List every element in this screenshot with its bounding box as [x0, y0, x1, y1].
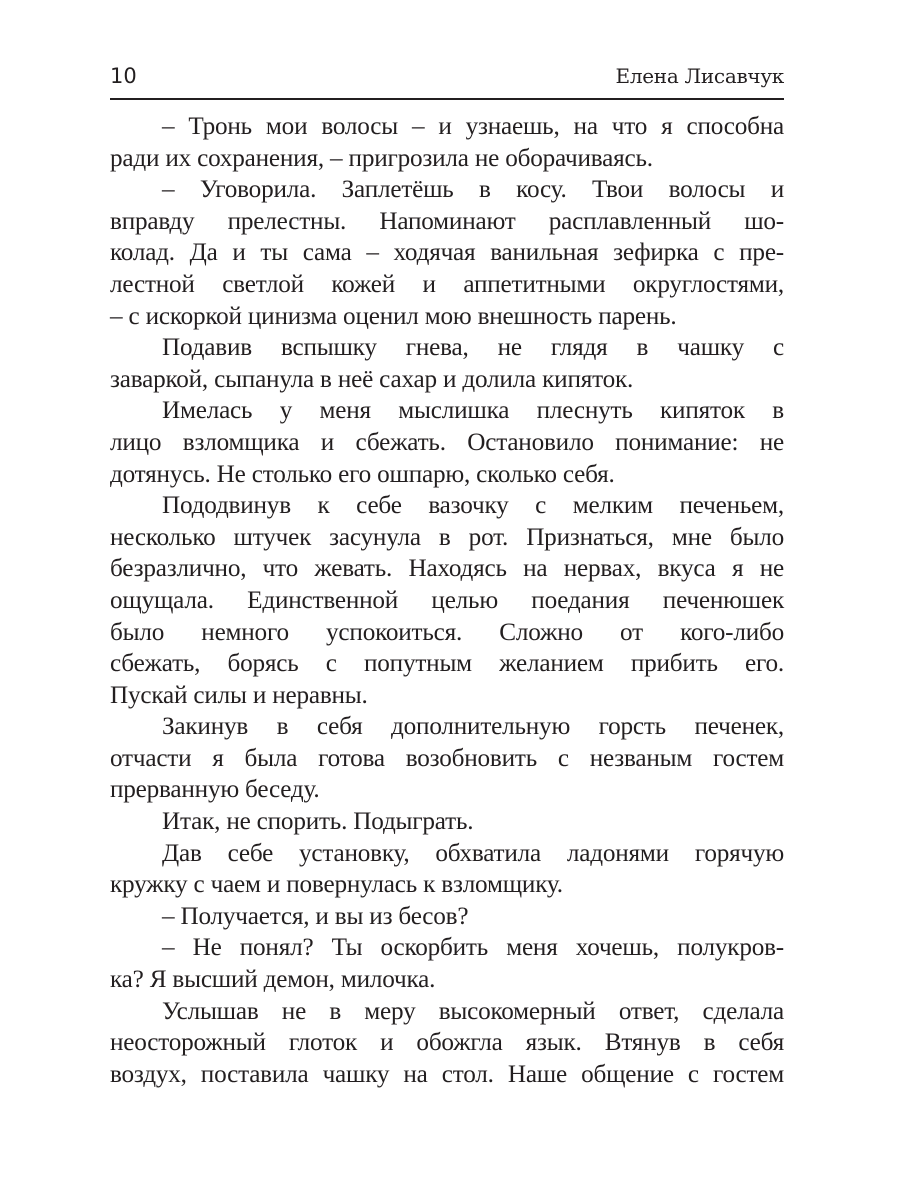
text-line: отчасти я была готова возобновить с незваным гостем [110, 744, 784, 772]
text-line: – Уговорила. Заплетёшь в косу. Твои волосы и [162, 176, 784, 204]
text-line: лестной светлой кожей и аппетитными округлостями, [110, 270, 784, 298]
paragraph [110, 901, 784, 933]
text-line: кружку с чаем и повернулась к взломщику. [110, 871, 563, 899]
paragraph [110, 490, 784, 711]
text-line: несколько штучек засунула в рот. Признаться, мне было [110, 523, 784, 551]
text-line: прерванную беседу. [110, 776, 320, 804]
paragraph [110, 806, 784, 838]
text-line: ради их сохранения, – пригрозила не оборачиваясь. [110, 144, 653, 172]
paragraph [110, 711, 784, 806]
text-line: вправду прелестны. Напоминают расплавленный шо- [110, 207, 784, 235]
paragraph [110, 174, 784, 332]
paragraph [110, 838, 784, 901]
text-line: Имелась у меня мыслишка плеснуть кипяток в [162, 397, 784, 425]
author-name: Елена Лисавчук [615, 64, 784, 88]
text-line: заваркой, сыпанула в неё сахар и долила кипяток. [110, 365, 634, 393]
text-line: Пододвинув к себе вазочку с мелким печеньем, [162, 492, 784, 520]
paragraph [110, 932, 784, 995]
text-line: Итак, не спорить. Подыграть. [162, 808, 474, 836]
text-line: – Тронь мои волосы – и узнаешь, на что я способна [162, 113, 784, 140]
text-line: Подавив вспышку гнева, не глядя в чашку с [162, 334, 784, 362]
text-line: ка? Я высший демон, милочка. [110, 966, 436, 994]
text-line: Пускай силы и неравны. [110, 681, 368, 709]
text-line: Закинув в себя дополнительную горсть печенек, [162, 713, 784, 741]
paragraph [110, 111, 784, 174]
paragraph [110, 996, 784, 1091]
paragraph [110, 332, 784, 395]
paragraph [110, 395, 784, 490]
page-number: 10 [110, 64, 137, 88]
text-line: Дав себе установку, обхватила ладонями горячую [162, 839, 784, 867]
text-line: ощущала. Единственной целью поедания печенюшек [110, 586, 784, 614]
book-page [110, 62, 784, 1090]
text-line: воздух, поставила чашку на стол. Наше общение с гостем [110, 1060, 784, 1088]
text-line: – Получается, и вы из бесов? [162, 902, 469, 930]
text-line: безразлично, что жевать. Находясь на нервах, вкуса я не [110, 555, 784, 583]
body-text [110, 111, 784, 1090]
text-line: дотянусь. Не столько его ошпарю, сколько себя. [110, 460, 615, 488]
text-line: неосторожный глоток и обожгла язык. Втянув в себя [110, 1029, 784, 1057]
running-header [110, 62, 784, 100]
text-line: было немного успокоиться. Сложно от кого-либо [110, 618, 784, 646]
text-line: – Не понял? Ты оскорбить меня хочешь, полукров- [162, 934, 784, 962]
text-line: Услышав не в меру высокомерный ответ, сделала [162, 997, 784, 1025]
text-line: лицо взломщика и сбежать. Остановило понимание: не [110, 428, 784, 456]
text-line: – с искоркой цинизма оценил мою внешность парень. [110, 302, 677, 330]
text-line: колад. Да и ты сама – ходячая ванильная зефирка с пре- [110, 239, 784, 267]
text-line: сбежать, борясь с попутным желанием прибить его. [110, 650, 784, 678]
